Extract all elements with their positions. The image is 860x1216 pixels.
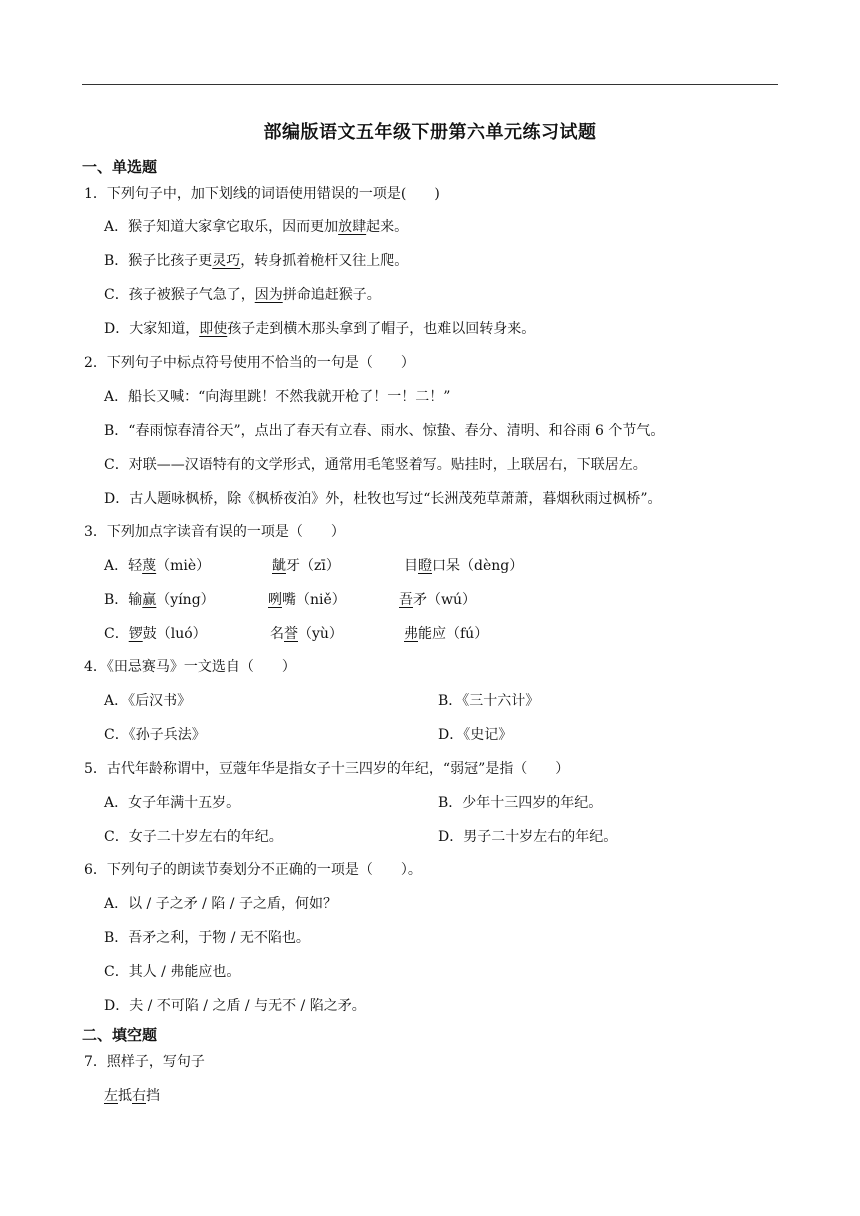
option-text: 拼命追赶猴子。: [282, 287, 381, 303]
example-text: 挡: [146, 1088, 160, 1104]
option-text: （miè）: [156, 558, 211, 574]
option-text: 鼓（luó）: [142, 626, 207, 642]
question-3-option-c-2: [270, 624, 343, 644]
example-text: 抵: [118, 1088, 132, 1104]
question-6-option-a: A．以 / 子之矛 / 陷 / 子之盾，何如？: [104, 896, 337, 912]
option-text: 目: [404, 558, 418, 574]
question-3-option-a-1: [104, 556, 210, 576]
section-heading-single-choice: 一、单选题: [82, 158, 158, 176]
dotted-char: 龇: [272, 558, 286, 574]
question-5-option-d: D．男子二十岁左右的年纪。: [438, 829, 618, 845]
option-text: C．: [104, 626, 129, 642]
option-text: B．猴子比孩子更: [104, 253, 213, 269]
question-5-option-a: A．女子年满十五岁。: [104, 795, 241, 811]
question-3-option-b-2: [268, 590, 346, 610]
question-4-option-d: D．《史记》: [438, 727, 513, 743]
question-2-option-c: C．对联——汉语特有的文学形式，通常用毛笔竖着写。贴挂时，上联居右，下联居左。: [104, 457, 647, 473]
underlined-word: 即使: [199, 321, 228, 337]
question-3-option-a-3: [404, 556, 523, 576]
option-text: D．大家知道，: [104, 321, 200, 337]
question-3-option-c-1: [104, 624, 207, 644]
question-3-option-b-3: [399, 590, 476, 610]
option-text: 矛（wú）: [413, 592, 476, 608]
question-3-stem: 3．下列加点字读音有误的一项是（ ）: [84, 524, 345, 540]
question-1-option-a: [104, 217, 408, 237]
question-5-option-c: C．女子二十岁左右的年纪。: [104, 829, 283, 845]
question-4-option-c: C．《孙子兵法》: [104, 727, 206, 743]
question-2-option-d: D．古人题咏枫桥，除《枫桥夜泊》外，杜牧也写过“长洲茂苑草萧萧，暮烟秋雨过枫桥”。: [104, 491, 662, 507]
question-5-option-b: B．少年十三四岁的年纪。: [438, 795, 603, 811]
dotted-char: 吾: [399, 592, 413, 608]
option-text: 起来。: [366, 219, 409, 235]
question-1-stem: 1．下列句子中，加下划线的词语使用错误的一项是( ): [84, 186, 440, 202]
question-4-option-b: B．《三十六计》: [438, 693, 540, 709]
section-heading-fill-in: 二、填空题: [82, 1026, 158, 1044]
option-text: （yíng）: [156, 592, 215, 608]
option-text: 嘴（niě）: [282, 592, 346, 608]
question-4-option-a: A．《后汉书》: [104, 693, 192, 709]
option-text: B．输: [104, 592, 143, 608]
option-text: 名: [270, 626, 284, 642]
dotted-char: 瞪: [418, 558, 432, 574]
question-3-option-b-1: [104, 590, 215, 610]
underlined-word: 放肆: [338, 219, 367, 235]
header-rule: [82, 84, 778, 85]
question-7-example: [104, 1086, 160, 1106]
question-6-option-b: B．吾矛之利，于物 / 无不陷也。: [104, 930, 310, 946]
question-4-stem: 4．《田忌赛马》一文选自（ ）: [84, 659, 296, 675]
question-6-stem: 6．下列句子的朗读节奏划分不正确的一项是（ ）。: [84, 862, 422, 878]
dotted-char: 誉: [284, 626, 298, 642]
question-1-option-d: [104, 319, 535, 339]
underlined-char: 左: [104, 1088, 118, 1104]
question-3-option-c-3: [404, 624, 488, 644]
option-text: 孩子走到横木那头拿到了帽子，也难以回转身来。: [227, 321, 536, 337]
page-title: 部编版语文五年级下册第六单元练习试题: [263, 122, 597, 143]
question-1-option-c: [104, 285, 381, 305]
question-2-option-b: B．“春雨惊春清谷天”，点出了春天有立春、雨水、惊蛰、春分、清明、和谷雨 6 个节气。: [104, 423, 665, 439]
option-text: ，转身抓着桅杆又往上爬。: [240, 253, 409, 269]
underlined-char: 右: [132, 1088, 146, 1104]
dotted-char: 弗: [404, 626, 418, 642]
option-text: A．轻: [104, 558, 143, 574]
underlined-word: 灵巧: [212, 253, 241, 269]
question-3-option-a-2: [272, 556, 340, 576]
option-text: （yù）: [298, 626, 343, 642]
question-2-stem: 2．下列句子中标点符号使用不恰当的一句是（ ）: [84, 355, 415, 371]
question-7-stem: 7．照样子，写句子: [84, 1054, 205, 1070]
question-1-option-b: [104, 251, 408, 271]
question-6-option-c: C．其人 / 弗能应也。: [104, 964, 241, 980]
underlined-word: 因为: [254, 287, 283, 303]
option-text: 能应（fú）: [418, 626, 489, 642]
question-6-option-d: D．夫 / 不可陷 / 之盾 / 与无不 / 陷之矛。: [104, 998, 366, 1014]
dotted-char: 赢: [142, 592, 157, 608]
option-text: 牙（zī）: [286, 558, 340, 574]
dotted-char: 锣: [128, 626, 143, 642]
question-5-stem: 5．古代年龄称谓中，豆蔻年华是指女子十三四岁的年纪，“弱冠”是指（ ）: [84, 761, 570, 777]
option-text: A．猴子知道大家拿它取乐，因而更加: [104, 219, 339, 235]
dotted-char: 蔑: [142, 558, 157, 574]
dotted-char: 咧: [268, 592, 282, 608]
question-2-option-a: A．船长又喊：“向海里跳！不然我就开枪了！一！二！”: [104, 389, 451, 405]
option-text: 口呆（dèng）: [432, 558, 524, 574]
option-text: C．孩子被猴子气急了，: [104, 287, 255, 303]
